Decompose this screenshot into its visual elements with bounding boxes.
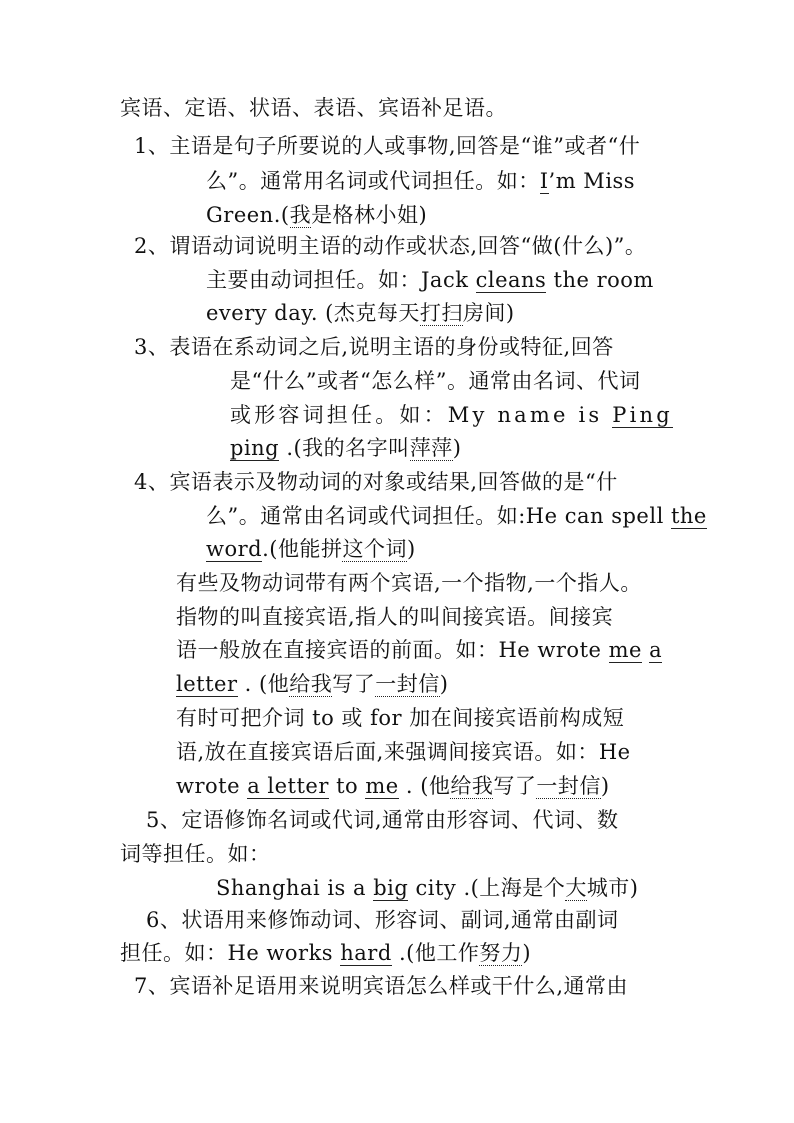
note-double-object-example xyxy=(176,668,448,700)
line-text: 或形容词担任。如：My name is xyxy=(230,403,613,427)
line-text: to xyxy=(328,774,366,798)
line-text: . (他 xyxy=(398,774,451,798)
line-text: 么”。通常由名词或代词担任。如:He can spell xyxy=(206,504,671,528)
line-text: 么”。通常用名词或代词担任。如： xyxy=(206,169,540,193)
line-text: every day. (杰克每天 xyxy=(206,301,420,325)
line-text: ) xyxy=(600,774,610,798)
item-1-subject-cont xyxy=(206,165,635,197)
dotted-underlined-text: 给我 xyxy=(289,672,333,696)
item-3-predicative-cont xyxy=(230,365,640,397)
line-text: 写了 xyxy=(493,774,537,798)
dotted-underlined-text: 大 xyxy=(565,876,587,900)
item-5-attribute xyxy=(146,804,619,836)
item-4-example xyxy=(206,533,416,565)
line-text: 6、状语用来修饰动词、形容词、副词,通常由副词 xyxy=(146,908,619,932)
underlined-text: the xyxy=(670,504,707,528)
dotted-underlined-text: 打扫 xyxy=(419,301,463,325)
line-intro xyxy=(120,92,507,124)
underlined-text: a letter xyxy=(247,774,329,798)
underlined-text: a xyxy=(649,638,663,662)
line-text: 宾语、定语、状语、表语、宾语补足语。 xyxy=(120,96,507,120)
line-text: 词等担任。如： xyxy=(120,842,271,866)
underlined-text: I xyxy=(539,169,549,193)
item-6-example xyxy=(120,937,531,969)
item-7-complement xyxy=(134,970,628,1002)
line-text: 有些及物动词带有两个宾语,一个指物,一个指人。 xyxy=(176,571,642,595)
item-3-example xyxy=(230,432,461,464)
dotted-underlined-text: 这个词 xyxy=(342,537,407,561)
line-text: 语,放在直接宾语后面,来强调间接宾语。如：He xyxy=(176,740,631,764)
line-text: Shanghai is a xyxy=(216,876,374,900)
note-preposition-cont xyxy=(176,736,631,768)
line-text: 1、主语是句子所要说的人或事物,回答是“谁”或者“什 xyxy=(134,134,641,158)
line-text: 2、谓语动词说明主语的动作或状态,回答“做(什么)”。 xyxy=(134,234,647,258)
item-1-example xyxy=(206,199,427,231)
item-3-predicative xyxy=(134,331,614,363)
underlined-text: hard xyxy=(340,941,392,965)
line-text: 是“什么”或者“怎么样”。通常由名词、代词 xyxy=(230,369,641,393)
item-2-example xyxy=(206,297,515,329)
item-2-predicate xyxy=(134,230,646,262)
line-text: ) xyxy=(522,941,532,965)
line-text: ’m Miss xyxy=(548,169,636,193)
note-double-object-cont2 xyxy=(176,634,662,666)
line-text: ) xyxy=(406,537,416,561)
underlined-text: big xyxy=(373,876,409,900)
line-text: 有时可把介词 to 或 for 加在间接宾语前构成短 xyxy=(176,706,625,730)
line-text: 担任。如：He works xyxy=(120,941,341,965)
line-text: Green.( xyxy=(206,203,290,227)
note-preposition-example xyxy=(176,770,610,802)
line-text: 3、表语在系动词之后,说明主语的身份或特征,回答 xyxy=(134,335,614,359)
line-text: ) xyxy=(452,436,462,460)
note-double-object-cont xyxy=(176,601,613,633)
note-preposition xyxy=(176,702,624,734)
dotted-underlined-text: 一封信 xyxy=(536,774,601,798)
underlined-text: word xyxy=(206,537,263,561)
underlined-text: Ping xyxy=(612,403,673,427)
item-4-object xyxy=(134,466,618,498)
line-text: .(他能拼 xyxy=(262,537,343,561)
line-text: city .(上海是个 xyxy=(408,876,566,900)
line-text: . (他 xyxy=(237,672,290,696)
line-text: 4、宾语表示及物动词的对象或结果,回答做的是“什 xyxy=(134,470,618,494)
underlined-text: me xyxy=(365,774,399,798)
line-text: .(他工作 xyxy=(391,941,480,965)
line-text: wrote xyxy=(176,774,248,798)
underlined-text: letter xyxy=(176,672,238,696)
line-text: 主要由动词担任。如：Jack xyxy=(206,268,476,292)
line-text: ) xyxy=(439,672,449,696)
dotted-underlined-text: 我 xyxy=(289,203,312,227)
item-4-object-cont xyxy=(206,500,707,532)
line-text: 是格林小姐) xyxy=(311,203,428,227)
dotted-underlined-text: 努力 xyxy=(479,941,523,965)
line-text: 5、定语修饰名词或代词,通常由形容词、代词、数 xyxy=(146,808,619,832)
line-text: 写了 xyxy=(332,672,376,696)
line-text: .(我的名字叫 xyxy=(279,436,410,460)
line-text: 城市) xyxy=(586,876,639,900)
underlined-text: ping xyxy=(230,436,280,460)
dotted-underlined-text: 萍萍 xyxy=(409,436,453,460)
line-text: 7、宾语补足语用来说明宾语怎么样或干什么,通常由 xyxy=(134,974,629,998)
dotted-underlined-text: 给我 xyxy=(450,774,494,798)
item-6-adverbial xyxy=(146,904,619,936)
line-text: 语一般放在直接宾语的前面。如：He wrote xyxy=(176,638,609,662)
underlined-text: cleans xyxy=(475,268,547,292)
item-5-attribute-cont xyxy=(120,838,271,870)
line-text: 指物的叫直接宾语,指人的叫间接宾语。间接宾 xyxy=(176,605,614,629)
dotted-underlined-text: 一封信 xyxy=(375,672,440,696)
line-text: 房间) xyxy=(462,301,515,325)
underlined-text: me xyxy=(608,638,642,662)
note-double-object xyxy=(176,567,642,599)
item-5-example xyxy=(216,872,639,904)
item-3-predicative-cont2 xyxy=(230,399,673,431)
item-2-predicate-cont xyxy=(206,264,654,296)
item-1-subject xyxy=(134,130,640,162)
line-text: the room xyxy=(546,268,654,292)
